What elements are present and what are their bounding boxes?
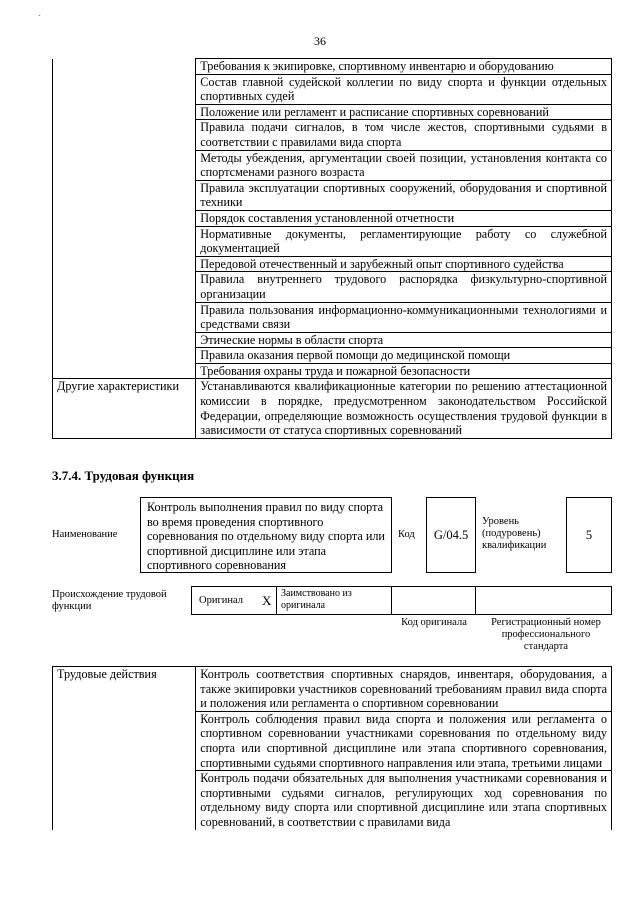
left-blank	[53, 59, 196, 75]
function-code-box: G/04.5	[426, 497, 476, 573]
requirements-table	[52, 58, 612, 439]
code-label: Код	[398, 529, 415, 540]
requirement-row: Этические нормы в области спорта	[196, 332, 612, 348]
requirement-row: Порядок составления установленной отчетности	[196, 210, 612, 226]
requirement-row: Правила внутреннего трудового распорядка физкультурно-спортивной организации	[196, 272, 612, 302]
requirement-row: Требования охраны труда и пожарной безопасности	[196, 363, 612, 379]
requirement-row: Правила подачи сигналов, в том числе жестов, спортивными судьями в соответствии с правилами вида спорта	[196, 120, 612, 150]
borrowed-label: Заимствовано из оригинала	[277, 587, 392, 614]
scan-mark: ˙	[38, 14, 42, 25]
level-label: Уровень (подуровень) квалификации	[482, 516, 547, 551]
section-title: 3.7.4. Трудовая функция	[52, 468, 195, 483]
labor-action-item: Контроль соответствия спортивных снарядов, инвентаря, оборудования, а также экипировки участников соревнований требованиям правил вида спорта и положения или регламента о спортивном соревновании	[196, 667, 612, 712]
requirement-row: Положение или регламент и расписание спортивных соревнований	[196, 104, 612, 120]
name-label: Наименование	[52, 529, 118, 540]
level-box: 5	[566, 497, 612, 573]
original-mark: X	[262, 593, 272, 608]
origin-label: Происхождение трудовой функции	[52, 589, 167, 612]
labor-actions-table	[52, 666, 612, 830]
other-characteristics-label: Другие характеристики	[53, 379, 196, 438]
requirement-row: Правила эксплуатации спортивных сооружений, оборудования и спортивной техники	[196, 180, 612, 210]
requirement-row: Передовой отечественный и зарубежный опыт спортивного судейства	[196, 256, 612, 272]
code-original-cell	[392, 587, 476, 614]
function-name-box: Контроль выполнения правил по виду спорта во время проведения спортивного соревнования по отдельному виду спорта или спортивной дисциплине или этапа спортивного соревнования	[140, 497, 392, 573]
labor-action-item: Контроль подачи обязательных для выполнения участниками соревнования и спортивными судьями сигналов, регулирующих ход соревнования по отдельному виду спорта или спортивной дисциплине или этапа спортивных соревнований, в соответствии с правилами вида	[196, 771, 612, 830]
code-original-label: Код оригинала	[401, 617, 467, 628]
requirement-row: Правила оказания первой помощи до медицинской помощи	[196, 348, 612, 364]
labor-action-item: Контроль соблюдения правил вида спорта и положения или регламента о спортивном соревновании участниками соревнования по отдельному виду спорта или спортивной дисциплине или этапа спортивного соревнования, спортивными судьями спортивного направления или этапа, третьими лицами	[196, 711, 612, 770]
page-number: 36	[314, 34, 326, 48]
requirement-row: Правила пользования информационно-коммуникационными технологиями и средствами связи	[196, 302, 612, 332]
origin-row	[191, 586, 612, 615]
labor-actions-label: Трудовые действия	[53, 667, 196, 712]
requirement-row: Методы убеждения, аргументации своей позиции, установления контакта со спортсменами разного возраста	[196, 150, 612, 180]
original-cell	[192, 587, 277, 614]
requirement-row: Нормативные документы, регламентирующие работу со служебной документацией	[196, 226, 612, 256]
requirement-row: Состав главной судейской коллегии по виду спорта и функции отдельных спортивных судей	[196, 74, 612, 104]
requirement-row: Требования к экипировке, спортивному инвентарю и оборудованию	[196, 59, 612, 75]
other-characteristics-text: Устанавливаются квалификационные категории по решению аттестационной комиссии в порядке, предусмотренном законодательством Российской Федерации, определяющие возможность осуществления трудовой функции в зависимости от статуса спортивных соревнований	[196, 379, 612, 438]
reg-number-label: Регистрационный номер профессионального стандарта	[491, 617, 601, 652]
reg-number-cell	[476, 587, 611, 614]
original-label: Оригинал	[199, 595, 243, 606]
